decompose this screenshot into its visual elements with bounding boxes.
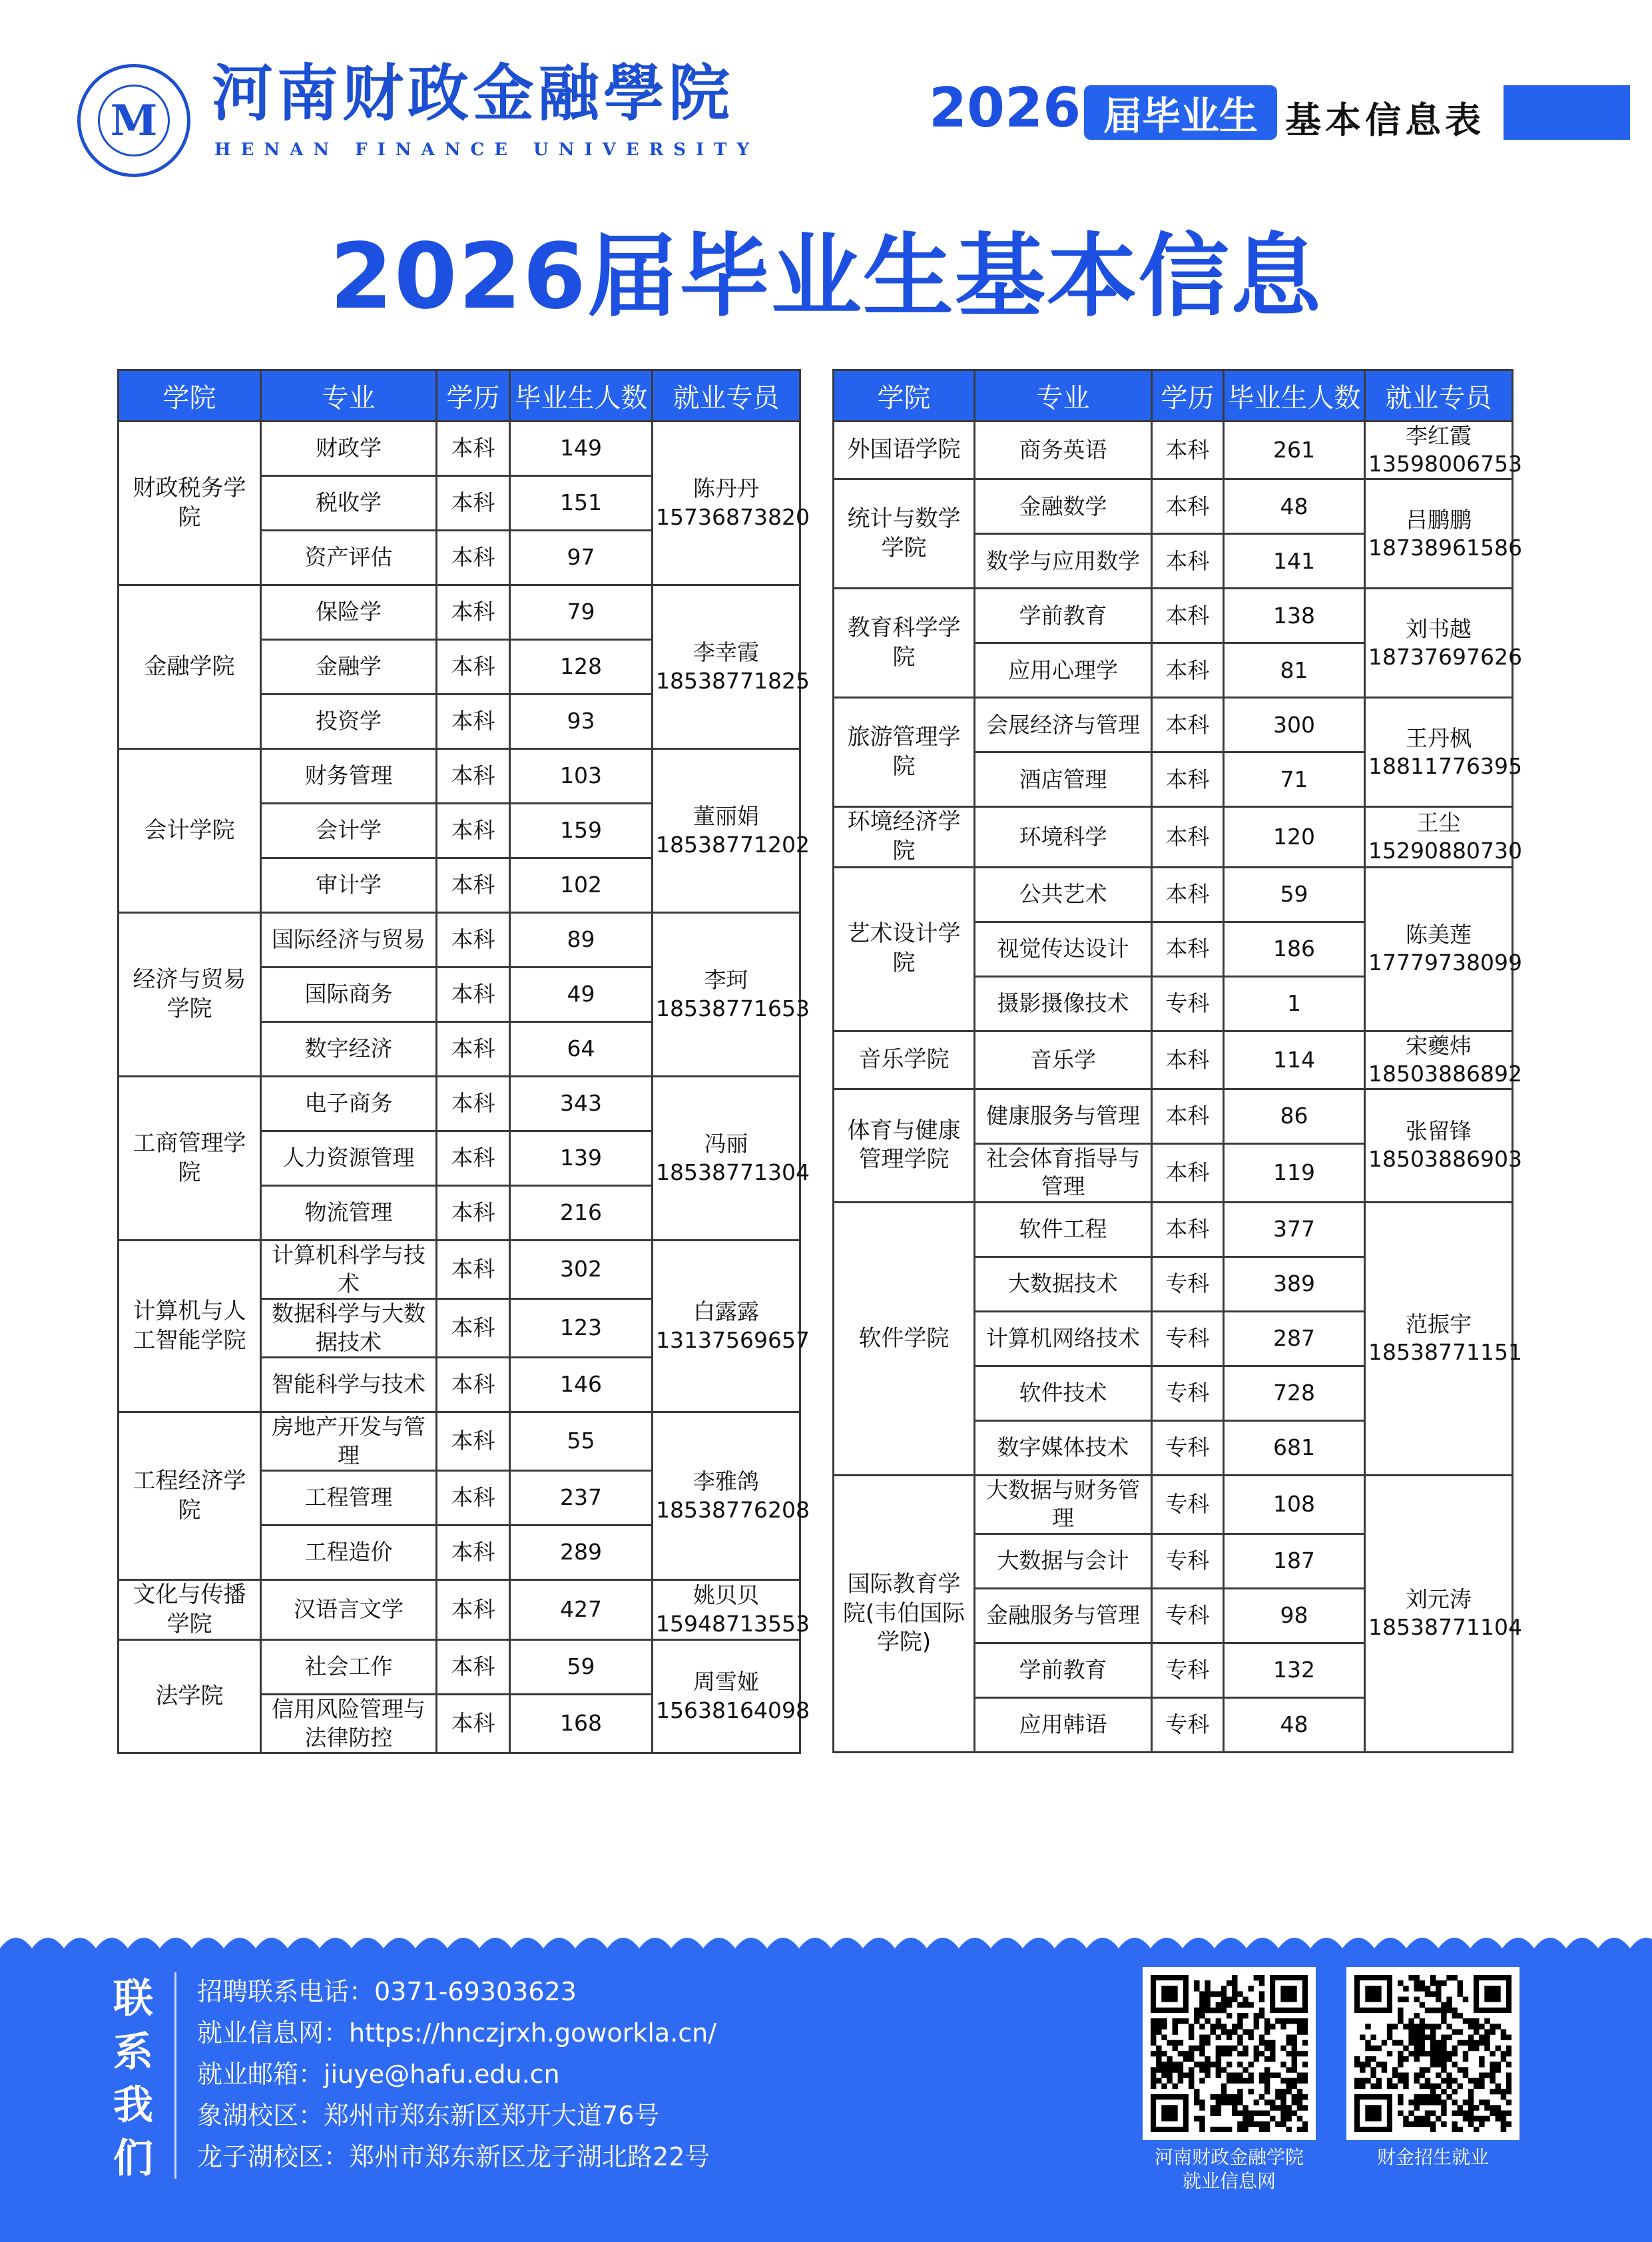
officer-name: 白露露 [693,1298,759,1325]
table-row [834,698,1513,752]
header-degree: 学历 [437,370,510,421]
table-row [834,867,1513,922]
employment-officer-cell [1365,1202,1522,1475]
university-name-en: HENAN FINANCE UNIVERSITY [214,140,760,160]
major-cell: 金融数学 [975,479,1152,534]
graduate-count-cell: 48 [1224,479,1365,534]
graduate-count-cell: 128 [510,640,653,695]
graduate-count-cell: 64 [510,1022,653,1077]
officer-phone: 18538771202 [656,831,810,858]
employment-officer-cell [653,421,810,585]
table-row [119,749,800,804]
qr-code-icon [1151,1975,1308,2132]
graduate-count-cell: 139 [510,1131,653,1186]
major-cell: 数字经济 [261,1022,437,1077]
contact-phone-line [197,1971,716,2012]
graduates-table-right [832,369,1522,1753]
officer-name: 姚贝贝 [693,1582,759,1609]
degree-cell: 本科 [1152,752,1224,807]
officer-phone: 18811776395 [1368,752,1522,779]
major-cell: 应用韩语 [975,1697,1152,1752]
degree-cell: 本科 [1152,1089,1224,1143]
major-cell: 应用心理学 [975,643,1152,698]
major-cell: 社会体育指导与管理 [975,1143,1152,1202]
college-cell: 会计学院 [119,749,261,913]
major-cell: 物流管理 [261,1186,437,1241]
major-cell: 工程造价 [261,1526,437,1580]
degree-cell: 本科 [1152,589,1224,643]
contact-label: 就业邮箱： [197,2060,324,2089]
officer-name: 冯丽 [704,1131,748,1157]
graduate-count-cell: 289 [510,1526,653,1580]
officer-name: 陈丹丹 [693,475,759,502]
contact-divider [174,1972,176,2179]
graduate-count-cell: 55 [510,1412,653,1471]
contact-label: 龙子湖校区： [197,2142,350,2171]
table-row [119,1412,800,1471]
college-cell: 旅游管理学院 [834,698,975,807]
degree-cell: 本科 [437,531,510,585]
officer-name: 王尘 [1416,809,1461,836]
officer-name: 董丽娟 [693,803,759,830]
college-cell: 经济与贸易学院 [119,913,261,1077]
employment-officer-cell [653,1077,810,1241]
officer-phone: 15638164098 [656,1697,810,1723]
college-cell: 音乐学院 [834,1031,975,1089]
major-cell: 酒店管理 [975,752,1152,807]
officer-name: 张留锋 [1406,1118,1472,1145]
qr-code-admissions[interactable] [1346,1967,1519,2140]
graduate-count-cell: 93 [510,695,653,749]
major-cell: 金融学 [261,640,437,695]
graduate-count-cell: 48 [1224,1697,1365,1752]
table-row [834,1202,1513,1257]
contact-email-line [197,2054,716,2095]
graduate-count-cell: 186 [1224,922,1365,976]
table-row [834,807,1513,867]
officer-name: 陈美莲 [1406,921,1472,948]
university-seal-logo [77,64,190,177]
campus-longzihu-line [197,2136,716,2177]
major-cell: 财务管理 [261,749,437,804]
table-row [834,1089,1513,1143]
table-row [119,1580,800,1640]
graduate-count-cell: 108 [1224,1475,1365,1534]
major-cell: 摄影摄像技术 [975,976,1152,1031]
officer-name: 周雪娅 [693,1669,759,1695]
college-cell: 工程经济学院 [119,1412,261,1580]
major-cell: 智能科学与技术 [261,1358,437,1412]
header-graduate-count: 毕业生人数 [510,370,653,421]
officer-phone: 18737697626 [1368,643,1522,670]
graduate-count-cell: 261 [1224,421,1365,479]
graduates-table-left [117,369,810,1754]
college-cell: 财政税务学院 [119,421,261,585]
college-cell: 工商管理学院 [119,1077,261,1241]
degree-cell: 本科 [437,804,510,858]
degree-cell: 本科 [437,1580,510,1640]
college-cell: 艺术设计学院 [834,867,975,1031]
qr-code-employment-site[interactable] [1143,1967,1316,2140]
employment-officer-cell [1365,1031,1522,1089]
major-cell: 公共艺术 [975,867,1152,922]
table-row [119,1640,800,1695]
table-row [119,913,800,968]
degree-cell: 本科 [437,858,510,913]
graduate-count-cell: 287 [1224,1311,1365,1366]
college-cell: 软件学院 [834,1202,975,1475]
contact-label: 就业信息网： [197,2018,350,2048]
degree-cell: 专科 [1152,1475,1224,1534]
employment-officer-cell [653,749,810,913]
college-cell: 金融学院 [119,585,261,749]
header-college: 学院 [119,370,261,421]
graduate-count-cell: 728 [1224,1366,1365,1420]
degree-cell: 本科 [437,1412,510,1471]
degree-cell: 本科 [1152,867,1224,922]
graduate-count-cell: 681 [1224,1420,1365,1475]
contact-label: 象湖校区： [197,2101,324,2130]
graduate-count-cell: 146 [510,1358,653,1412]
degree-cell: 本科 [437,749,510,804]
degree-cell: 本科 [437,1186,510,1241]
degree-cell: 本科 [437,913,510,968]
header-tag: 基本信息表 [1285,99,1485,141]
graduate-count-cell: 151 [510,476,653,531]
degree-cell: 本科 [1152,922,1224,976]
graduate-count-cell: 168 [510,1695,653,1753]
degree-cell: 本科 [1152,807,1224,867]
major-cell: 汉语言文学 [261,1580,437,1640]
degree-cell: 专科 [1152,1697,1224,1752]
employment-officer-cell [653,1580,810,1640]
degree-cell: 本科 [437,476,510,531]
major-cell: 数学与应用数学 [975,534,1152,589]
college-cell: 统计与数学学院 [834,479,975,589]
major-cell: 大数据与会计 [975,1534,1152,1588]
major-cell: 国际经济与贸易 [261,913,437,968]
degree-cell: 本科 [437,1358,510,1412]
table-body-left [119,421,810,1753]
officer-phone: 18538776208 [656,1496,810,1523]
degree-cell: 本科 [437,1077,510,1131]
qr-caption-line: 财金招生就业 [1376,2146,1489,2168]
degree-cell: 专科 [1152,1257,1224,1311]
college-cell: 法学院 [119,1640,261,1753]
qr-caption-employment-site [1123,2145,1336,2193]
contact-website-line [197,2012,716,2054]
major-cell: 数字媒体技术 [975,1420,1152,1475]
degree-cell: 本科 [437,1471,510,1526]
major-cell: 音乐学 [975,1031,1152,1089]
degree-cell: 本科 [437,968,510,1022]
officer-phone: 18538771104 [1368,1614,1522,1641]
graduate-count-cell: 187 [1224,1534,1365,1588]
college-cell: 环境经济学院 [834,807,975,867]
graduate-count-cell: 343 [510,1077,653,1131]
table-row [834,589,1513,643]
campus-address: 郑州市郑东新区龙子湖北路22号 [349,2142,710,2171]
employment-officer-cell [653,913,810,1077]
table-row [119,1077,800,1131]
header-employment-officer: 就业专员 [653,370,800,421]
university-name-cn: 河南财政金融學院 [212,57,734,129]
officer-phone: 17779738099 [1368,950,1522,976]
header-major: 专业 [261,370,437,421]
contact-us-heading: 联系我们 [113,1976,153,2182]
qr-code-icon [1354,1975,1512,2132]
graduate-count-cell: 138 [1224,589,1365,643]
table-body-right [834,421,1522,1753]
graduate-count-cell: 237 [510,1471,653,1526]
table-row [834,421,1513,479]
officer-phone: 18503886892 [1368,1060,1522,1087]
graduate-count-cell: 49 [510,968,653,1022]
employment-officer-cell [1365,1475,1522,1752]
major-cell: 信用风险管理与法律防控 [261,1695,437,1753]
graduate-count-cell: 141 [1224,534,1365,589]
major-cell: 学前教育 [975,1643,1152,1697]
employment-officer-cell [1365,479,1522,589]
contact-website-link[interactable]: https://hnczjrxh.goworkla.cn/ [349,2018,717,2048]
header-accent-block [1504,85,1630,140]
college-cell: 计算机与人工智能学院 [119,1241,261,1412]
major-cell: 软件工程 [975,1202,1152,1257]
major-cell: 资产评估 [261,531,437,585]
major-cell: 投资学 [261,695,437,749]
graduate-count-cell: 114 [1224,1031,1365,1089]
major-cell: 数据科学与大数据技术 [261,1299,437,1358]
officer-phone: 13137569657 [656,1326,810,1353]
contact-info-list [197,1971,716,2177]
qr-caption-line: 就业信息网 [1182,2170,1276,2192]
graduate-count-cell: 123 [510,1299,653,1358]
degree-cell: 本科 [1152,698,1224,752]
graduate-count-cell: 89 [510,913,653,968]
table-header-row [834,370,1513,421]
degree-cell: 本科 [437,695,510,749]
degree-cell: 本科 [1152,534,1224,589]
major-cell: 财政学 [261,421,437,476]
degree-cell: 专科 [1152,1366,1224,1420]
major-cell: 保险学 [261,585,437,640]
employment-officer-cell [1365,867,1522,1031]
college-cell: 文化与传播学院 [119,1580,261,1640]
major-cell: 视觉传达设计 [975,922,1152,976]
contact-phone: 0371-69303623 [374,1977,577,2006]
college-cell: 外国语学院 [834,421,975,479]
header-major: 专业 [975,370,1152,421]
college-cell: 国际教育学院(韦伯国际学院) [834,1475,975,1752]
officer-name: 范振宇 [1406,1311,1472,1338]
degree-cell: 本科 [1152,1202,1224,1257]
degree-cell: 本科 [1152,643,1224,698]
employment-officer-cell [1365,589,1522,698]
officer-phone: 18738961586 [1368,534,1522,561]
graduate-count-cell: 389 [1224,1257,1365,1311]
degree-cell: 本科 [437,1131,510,1186]
degree-cell: 本科 [1152,1031,1224,1089]
officer-phone: 18503886903 [1368,1146,1522,1173]
officer-name: 刘书越 [1406,615,1472,642]
graduate-count-cell: 149 [510,421,653,476]
graduate-count-cell: 59 [1224,867,1365,922]
degree-cell: 本科 [437,585,510,640]
major-cell: 工程管理 [261,1471,437,1526]
graduate-count-cell: 103 [510,749,653,804]
degree-cell: 专科 [1152,1643,1224,1697]
employment-officer-cell [1365,421,1522,479]
header-graduate-count: 毕业生人数 [1224,370,1365,421]
major-cell: 审计学 [261,858,437,913]
graduate-count-cell: 302 [510,1241,653,1299]
degree-cell: 本科 [437,1022,510,1077]
table-row [119,421,800,476]
graduate-count-cell: 377 [1224,1202,1365,1257]
major-cell: 税收学 [261,476,437,531]
major-cell: 软件技术 [975,1366,1152,1420]
degree-cell: 本科 [437,1526,510,1580]
degree-cell: 专科 [1152,1534,1224,1588]
major-cell: 人力资源管理 [261,1131,437,1186]
degree-cell: 本科 [437,1695,510,1753]
graduate-count-cell: 119 [1224,1143,1365,1202]
employment-officer-cell [653,1640,810,1753]
officer-phone: 15736873820 [656,503,810,530]
degree-cell: 本科 [1152,479,1224,534]
officer-name: 王丹枫 [1406,724,1472,751]
employment-officer-cell [653,1412,810,1580]
officer-name: 吕鹏鹏 [1406,506,1472,533]
degree-cell: 本科 [1152,421,1224,479]
campus-xianghu-line [197,2095,716,2136]
major-cell: 健康服务与管理 [975,1089,1152,1143]
officer-phone: 18538771825 [656,667,810,694]
officer-phone: 15290880730 [1368,837,1522,864]
officer-name: 李红霞 [1406,423,1472,449]
table-row [834,1031,1513,1089]
table-row [834,479,1513,534]
officer-phone: 18538771151 [1368,1339,1522,1366]
officer-phone: 13598006753 [1368,451,1522,477]
header-year: 2026 [929,77,1081,140]
graduate-count-cell: 102 [510,858,653,913]
major-cell: 商务英语 [975,421,1152,479]
major-cell: 学前教育 [975,589,1152,643]
seal-center-mark: M [98,85,170,156]
major-cell: 会展经济与管理 [975,698,1152,752]
graduate-count-cell: 79 [510,585,653,640]
college-cell: 教育科学学院 [834,589,975,698]
header-college: 学院 [834,370,975,421]
table-row [119,1241,800,1299]
officer-name: 李雅鸽 [693,1468,759,1495]
college-cell: 体育与健康管理学院 [834,1089,975,1202]
degree-cell: 专科 [1152,1588,1224,1643]
graduate-count-cell: 81 [1224,643,1365,698]
major-cell: 社会工作 [261,1640,437,1695]
employment-officer-cell [653,1241,810,1412]
page-title: 2026届毕业生基本信息 [330,224,1322,330]
employment-officer-cell [1365,1089,1522,1202]
graduate-count-cell: 300 [1224,698,1365,752]
graduate-count-cell: 98 [1224,1588,1365,1643]
officer-name: 李珂 [704,967,748,993]
campus-address: 郑州市郑东新区郑开大道76号 [324,2101,660,2130]
header-degree: 学历 [1152,370,1224,421]
graduate-count-cell: 86 [1224,1089,1365,1143]
employment-officer-cell [1365,698,1522,807]
degree-cell: 专科 [1152,976,1224,1031]
qr-caption-admissions [1326,2145,1539,2169]
degree-cell: 本科 [437,1299,510,1358]
degree-cell: 本科 [1152,1143,1224,1202]
major-cell: 金融服务与管理 [975,1588,1152,1643]
degree-cell: 本科 [437,1241,510,1299]
contact-label: 招聘联系电话： [197,1977,375,2006]
header-employment-officer: 就业专员 [1365,370,1513,421]
table-row [834,1475,1513,1534]
graduate-count-cell: 132 [1224,1643,1365,1697]
major-cell: 电子商务 [261,1077,437,1131]
header-pill: 届毕业生 [1084,85,1277,140]
officer-phone: 18538771653 [656,995,810,1021]
graduate-count-cell: 97 [510,531,653,585]
graduate-count-cell: 159 [510,804,653,858]
employment-officer-cell [1365,807,1522,867]
officer-phone: 15948713553 [656,1610,810,1637]
qr-caption-line: 河南财政金融学院 [1154,2146,1304,2168]
graduate-count-cell: 1 [1224,976,1365,1031]
major-cell: 房地产开发与管理 [261,1412,437,1471]
major-cell: 计算机科学与技术 [261,1241,437,1299]
major-cell: 会计学 [261,804,437,858]
degree-cell: 本科 [437,640,510,695]
major-cell: 计算机网络技术 [975,1311,1152,1366]
officer-name: 宋夔炜 [1406,1032,1472,1059]
graduate-count-cell: 71 [1224,752,1365,807]
officer-name: 李幸霞 [693,639,759,666]
graduate-count-cell: 216 [510,1186,653,1241]
degree-cell: 专科 [1152,1311,1224,1366]
major-cell: 大数据与财务管理 [975,1475,1152,1534]
degree-cell: 本科 [437,1640,510,1695]
graduate-count-cell: 120 [1224,807,1365,867]
table-header-row [119,370,800,421]
degree-cell: 本科 [437,421,510,476]
degree-cell: 专科 [1152,1420,1224,1475]
major-cell: 环境科学 [975,807,1152,867]
officer-phone: 18538771304 [656,1159,810,1185]
table-row [119,585,800,640]
employment-officer-cell [653,585,810,749]
major-cell: 大数据技术 [975,1257,1152,1311]
major-cell: 国际商务 [261,968,437,1022]
officer-name: 刘元涛 [1406,1586,1472,1613]
graduate-count-cell: 59 [510,1640,653,1695]
graduate-count-cell: 427 [510,1580,653,1640]
contact-email-link[interactable]: jiuye@hafu.edu.cn [324,2060,560,2089]
